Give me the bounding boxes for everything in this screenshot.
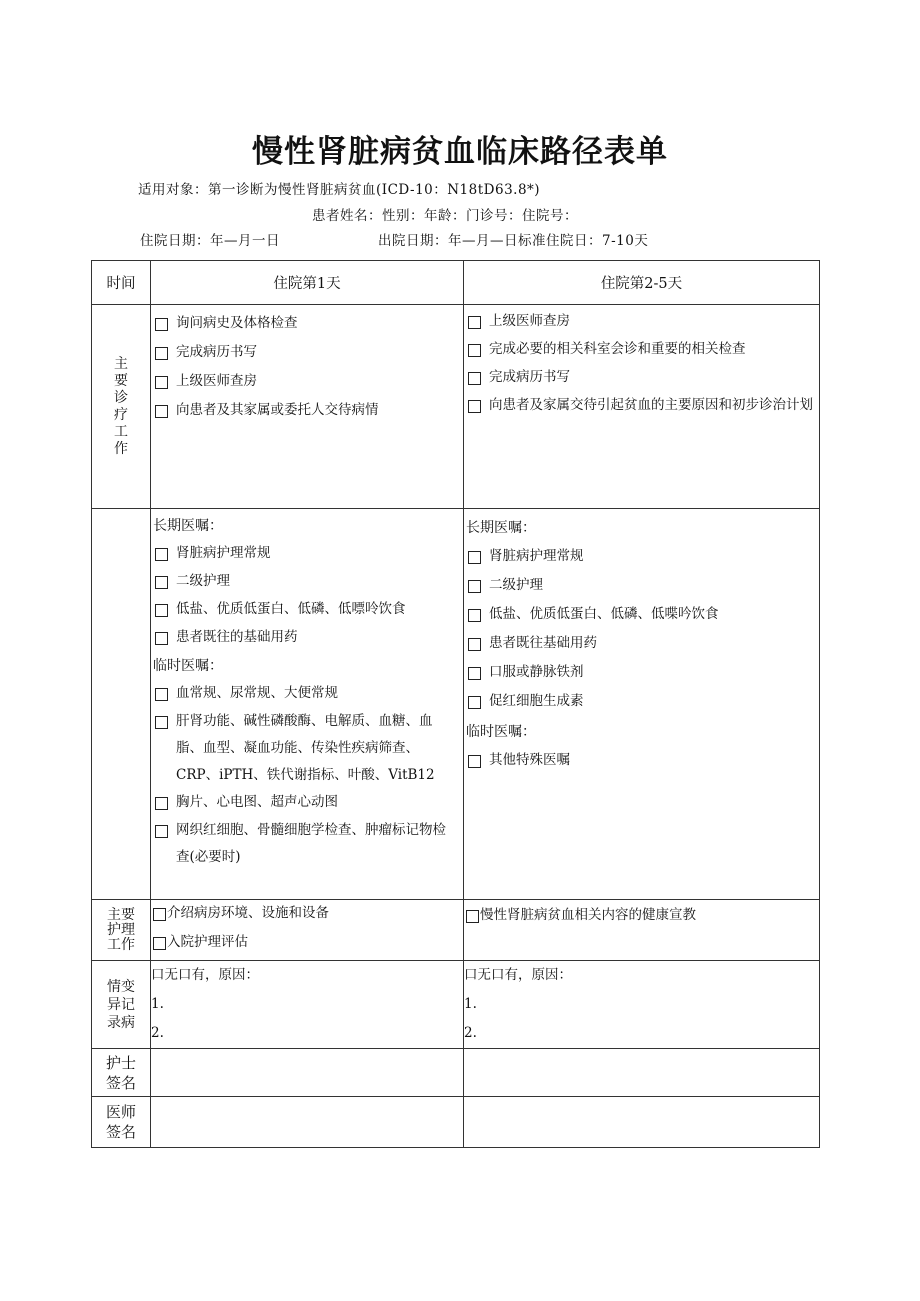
checklist-item: 向患者及其家属或委托人交待病情 — [153, 397, 457, 426]
checkbox[interactable] — [155, 632, 168, 645]
checklist-item: 肝肾功能、碱性磷酸酶、电解质、血糖、血脂、血型、凝血功能、传染性疾病筛查、CRP、iPTH、铁代谢指标、叶酸、VitB12 — [153, 708, 457, 789]
time-header: 时间 — [92, 261, 151, 305]
checkbox[interactable] — [155, 604, 168, 617]
long-term-orders-title: 长期医嘱： — [153, 518, 223, 534]
doctor-sign-day1-cell[interactable] — [151, 1097, 464, 1148]
checklist-item: 促红细胞生成素 — [466, 688, 813, 717]
nursing-day1-cell — [151, 900, 464, 961]
variation-reason-2: 2. — [151, 1025, 164, 1041]
nursing-row — [92, 900, 820, 961]
checkbox[interactable] — [155, 548, 168, 561]
checklist-item: 完成病历书写 — [466, 364, 813, 392]
variation-day2-5-cell — [464, 961, 820, 1049]
checkbox[interactable] — [155, 688, 168, 701]
variation-option[interactable]: 口无口有，原因： — [464, 967, 572, 983]
checkbox[interactable] — [155, 405, 168, 418]
checkbox[interactable] — [155, 318, 168, 331]
checklist-item: 完成病历书写 — [153, 339, 457, 368]
temporary-orders-title: 临时医嘱： — [153, 658, 223, 674]
orders-label-cell — [92, 509, 151, 900]
variation-day1-cell — [151, 961, 464, 1049]
checkbox[interactable] — [468, 316, 481, 329]
checklist-item: 血常规、尿常规、大便常规 — [153, 680, 457, 708]
variation-option[interactable]: 口无口有，原因： — [151, 967, 259, 983]
checklist-item: 上级医师查房 — [153, 368, 457, 397]
checklist-item: 肾脏病护理常规 — [466, 543, 813, 572]
clinical-pathway-table — [91, 260, 820, 1148]
nurse-signature-row — [92, 1049, 820, 1097]
doctor-signature-row — [92, 1097, 820, 1148]
header-row — [92, 261, 820, 305]
variation-label-cell — [92, 961, 151, 1049]
checklist-item: 向患者及家属交待引起贫血的主要原因和初步诊治计划 — [466, 392, 813, 420]
nurse-sign-label: 护士签名 — [105, 1053, 136, 1092]
checklist-item: 二级护理 — [153, 568, 457, 596]
nursing-label: 主要护理工作 — [107, 906, 135, 953]
doctor-sign-label-cell — [92, 1097, 151, 1148]
long-term-orders-title: 长期医嘱： — [466, 520, 536, 536]
checkbox[interactable] — [468, 580, 481, 593]
variation-reason-1: 1. — [151, 996, 164, 1012]
checklist-item: 低盐、优质低蛋白、低磷、低喋吟饮食 — [466, 601, 813, 630]
checkbox[interactable] — [468, 696, 481, 709]
diagnosis-row — [92, 305, 820, 509]
day1-header: 住院第1天 — [151, 261, 464, 305]
variation-reason-2: 2. — [464, 1025, 477, 1041]
checklist-item: 完成必要的相关科室会诊和重要的相关检查 — [466, 336, 813, 364]
checkbox[interactable] — [155, 797, 168, 810]
checkbox[interactable] — [468, 667, 481, 680]
checklist-item: 肾脏病护理常规 — [153, 540, 457, 568]
admission-date: 住院日期：年—月一日 — [140, 233, 280, 249]
checkbox[interactable] — [155, 576, 168, 589]
doctor-sign-label: 医师签名 — [105, 1103, 136, 1141]
temporary-orders-title: 临时医嘱： — [466, 724, 536, 740]
orders-day2-5-cell — [464, 509, 820, 900]
checkbox[interactable] — [155, 716, 168, 729]
day2-5-header: 住院第2-5天 — [464, 261, 820, 305]
orders-day1-cell — [151, 509, 464, 900]
checkbox[interactable] — [155, 347, 168, 360]
checklist-item: 慢性肾脏病贫血相关内容的健康宣教 — [464, 902, 813, 931]
checklist-item: 二级护理 — [466, 572, 813, 601]
checkbox[interactable] — [468, 551, 481, 564]
variation-reason-1: 1. — [464, 996, 477, 1012]
checkbox[interactable] — [468, 344, 481, 357]
doctor-sign-day2-5-cell[interactable] — [464, 1097, 820, 1148]
checkbox[interactable] — [153, 937, 166, 950]
discharge-date: 出院日期：年—月—日标准住院日：7-10天 — [378, 233, 649, 249]
orders-row — [92, 509, 820, 900]
variation-label: 情变异记录病 — [107, 978, 135, 1031]
checkbox[interactable] — [466, 910, 479, 923]
checklist-item: 低盐、优质低蛋白、低磷、低嘌呤饮食 — [153, 596, 457, 624]
nurse-sign-day1-cell[interactable] — [151, 1049, 464, 1097]
checkbox[interactable] — [153, 908, 166, 921]
checklist-item: 入院护理评估 — [151, 929, 457, 958]
checkbox[interactable] — [468, 400, 481, 413]
diagnosis-day1-cell — [151, 305, 464, 509]
diagnosis-label-cell — [92, 305, 151, 509]
variation-row — [92, 961, 820, 1049]
diagnosis-label: 主要诊疗工作 — [114, 355, 128, 457]
checklist-item: 网织红细胞、骨髓细胞学检查、肿瘤标记物检查(必要时) — [153, 817, 457, 871]
nursing-day2-5-cell — [464, 900, 820, 961]
diagnosis-day2-5-cell — [464, 305, 820, 509]
checkbox[interactable] — [155, 376, 168, 389]
nurse-sign-day2-5-cell[interactable] — [464, 1049, 820, 1097]
checklist-item: 患者既往基础用药 — [466, 630, 813, 659]
checklist-item: 患者既往的基础用药 — [153, 624, 457, 652]
nursing-label-cell — [92, 900, 151, 961]
checklist-item: 口服或静脉铁剂 — [466, 659, 813, 688]
checkbox[interactable] — [468, 609, 481, 622]
applicable-target: 适用对象：第一诊断为慢性肾脏病贫血(ICD-10：N18tD63.8*) — [138, 182, 541, 198]
nurse-sign-label-cell — [92, 1049, 151, 1097]
checklist-item: 询问病史及体格检查 — [153, 310, 457, 339]
checklist-item: 介绍病房环境、设施和设备 — [151, 900, 457, 929]
checkbox[interactable] — [468, 755, 481, 768]
patient-info-line: 患者姓名：性别：年龄：门诊号：住院号： — [312, 208, 578, 224]
checkbox[interactable] — [468, 638, 481, 651]
page-title: 慢性肾脏病贫血临床路径表单 — [252, 134, 668, 170]
checklist-item: 上级医师查房 — [466, 308, 813, 336]
checklist-item: 其他特殊医嘱 — [466, 747, 813, 776]
checkbox[interactable] — [155, 825, 168, 838]
checklist-item: 胸片、心电图、超声心动图 — [153, 789, 457, 817]
checkbox[interactable] — [468, 372, 481, 385]
